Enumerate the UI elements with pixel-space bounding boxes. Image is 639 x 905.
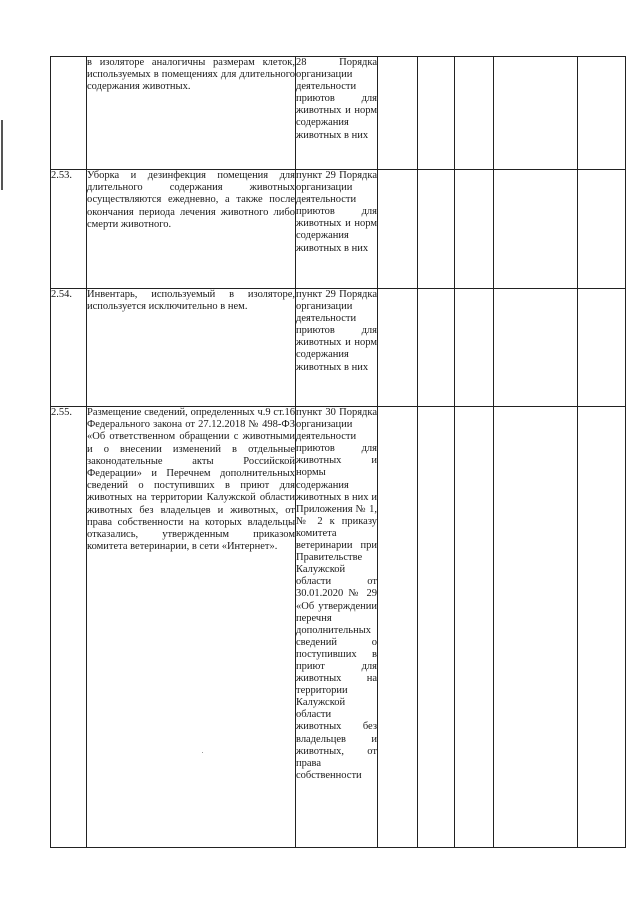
answer-cell-na[interactable]: [455, 289, 494, 407]
requirement-text: Размещение сведений, определенных ч.9 ст.16 Федерального закона от 27.12.2018 № 498-ФЗ «Об ответственном обращении с животными и о внесении изменений в отдельные законодательные акты Российской Федерации» и Перечнем дополнительных сведений о поступивших в приют для животных на территории Калужской области животных без владельцев и животных, от права собственности на которых владельцы отказались, утвержденным приказом комитета ветеринарии, в сети «Интернет».: [87, 407, 296, 848]
row-number: 2.55.: [51, 407, 87, 848]
answer-cell-no[interactable]: [418, 57, 455, 170]
scan-dot: [202, 752, 203, 753]
note-cell[interactable]: [578, 170, 626, 289]
note-cell[interactable]: [578, 57, 626, 170]
answer-cell-no[interactable]: [418, 289, 455, 407]
legal-reference: пункт 29 Порядка организации деятельности приютов для животных и норм содержания животных в них: [296, 289, 378, 407]
legal-reference: пункт 30 Порядка организации деятельности приютов для животных и нормы содержания животных в них и Приложения № 1, № 2 к приказу комитета ветеринарии при Правительстве Калужской области от 30.01.2020 № 29 «Об утверждении перечня дополнительных сведений о поступивших в приют для животных на территории Калужской области животных без владельцев и животных, от права собственности: [296, 407, 378, 848]
table-row: [51, 170, 626, 289]
note-cell[interactable]: [578, 289, 626, 407]
table-row: [51, 289, 626, 407]
note-cell[interactable]: [578, 407, 626, 848]
answer-cell-no[interactable]: [418, 170, 455, 289]
legal-reference: пункт 29 Порядка организации деятельности приютов для животных и норм содержания животных в них: [296, 170, 378, 289]
table-row: [51, 407, 626, 848]
legal-reference: 28 Порядка организации деятельности приютов для животных и норм содержания животных в них: [296, 57, 378, 170]
requirement-text: Инвентарь, используемый в изоляторе, используется исключительно в нем.: [87, 289, 296, 407]
checklist-table: [50, 56, 626, 848]
comment-cell[interactable]: [494, 407, 578, 848]
answer-cell-yes[interactable]: [378, 57, 418, 170]
answer-cell-yes[interactable]: [378, 289, 418, 407]
row-number: [51, 57, 87, 170]
comment-cell[interactable]: [494, 170, 578, 289]
table-row: [51, 57, 626, 170]
answer-cell-yes[interactable]: [378, 407, 418, 848]
comment-cell[interactable]: [494, 57, 578, 170]
answer-cell-na[interactable]: [455, 407, 494, 848]
row-number: 2.54.: [51, 289, 87, 407]
answer-cell-na[interactable]: [455, 57, 494, 170]
answer-cell-na[interactable]: [455, 170, 494, 289]
requirement-text: Уборка и дезинфекция помещения для длительного содержания животных осуществляются ежедневно, а также после окончания периода лечения животного либо смерти животного.: [87, 170, 296, 289]
comment-cell[interactable]: [494, 289, 578, 407]
page-edge-mark: [1, 120, 3, 190]
requirement-text: в изоляторе аналогичны размерам клеток, используемых в помещениях для длительного содержания животных.: [87, 57, 296, 170]
row-number: 2.53.: [51, 170, 87, 289]
answer-cell-no[interactable]: [418, 407, 455, 848]
answer-cell-yes[interactable]: [378, 170, 418, 289]
